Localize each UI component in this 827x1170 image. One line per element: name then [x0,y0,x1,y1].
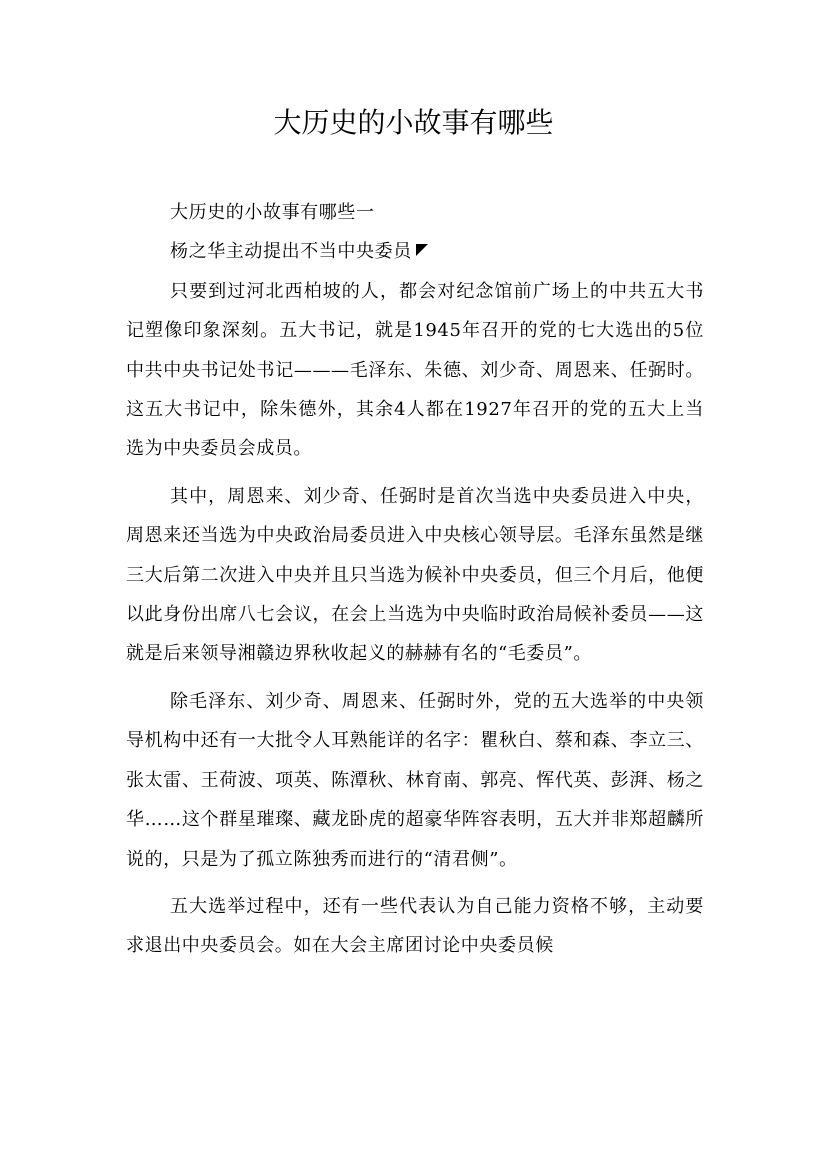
page-title: 大历史的小故事有哪些 [273,106,554,139]
section-heading [126,232,704,271]
corner-flag-icon [416,244,428,256]
document-body [126,193,704,966]
paragraph: 其中，周恩来、刘少奇、任弼时是首次当选中央委员进入中央，周恩来还当选为中央政治局委员进入中央核心领导层。毛泽东虽然是继三大后第二次进入中央并且只当选为候补中央委员，但三个月后，他便以此身份出席八七会议，在会上当选为中央临时政治局候补委员——这就是后来领导湘赣边界秋收起义的赫赫有名的“毛委员”。 [126,485,704,665]
section-heading-text: 杨之华主动提出不当中央委员 [170,241,412,263]
subtitle-line: 大历史的小故事有哪些一 [170,202,375,223]
paragraph: 除毛泽东、刘少奇、周恩来、任弼时外，党的五大选举的中央领导机构中还有一大批令人耳熟能详的名字：瞿秋白、蔡和森、李立三、张太雷、王荷波、项英、陈潭秋、林育南、郭亮、恽代英、彭湃、杨之华……这个群星璀璨、藏龙卧虎的超豪华阵容表明，五大并非郑超麟所说的，只是为了孤立陈独秀而进行的“清君侧”。 [126,690,704,870]
paragraph: 五大选举过程中，还有一些代表认为自己能力资格不够，主动要求退出中央委员会。如在大会主席团讨论中央委员候 [126,895,704,957]
paragraph: 只要到过河北西柏坡的人，都会对纪念馆前广场上的中共五大书记塑像印象深刻。五大书记，就是1945年召开的党的七大选出的5位中共中央书记处书记———毛泽东、朱德、刘少奇、周恩来、任弼时。这五大书记中，除朱德外，其余4人都在1927年召开的党的五大上当选为中央委员会成员。 [126,280,704,460]
